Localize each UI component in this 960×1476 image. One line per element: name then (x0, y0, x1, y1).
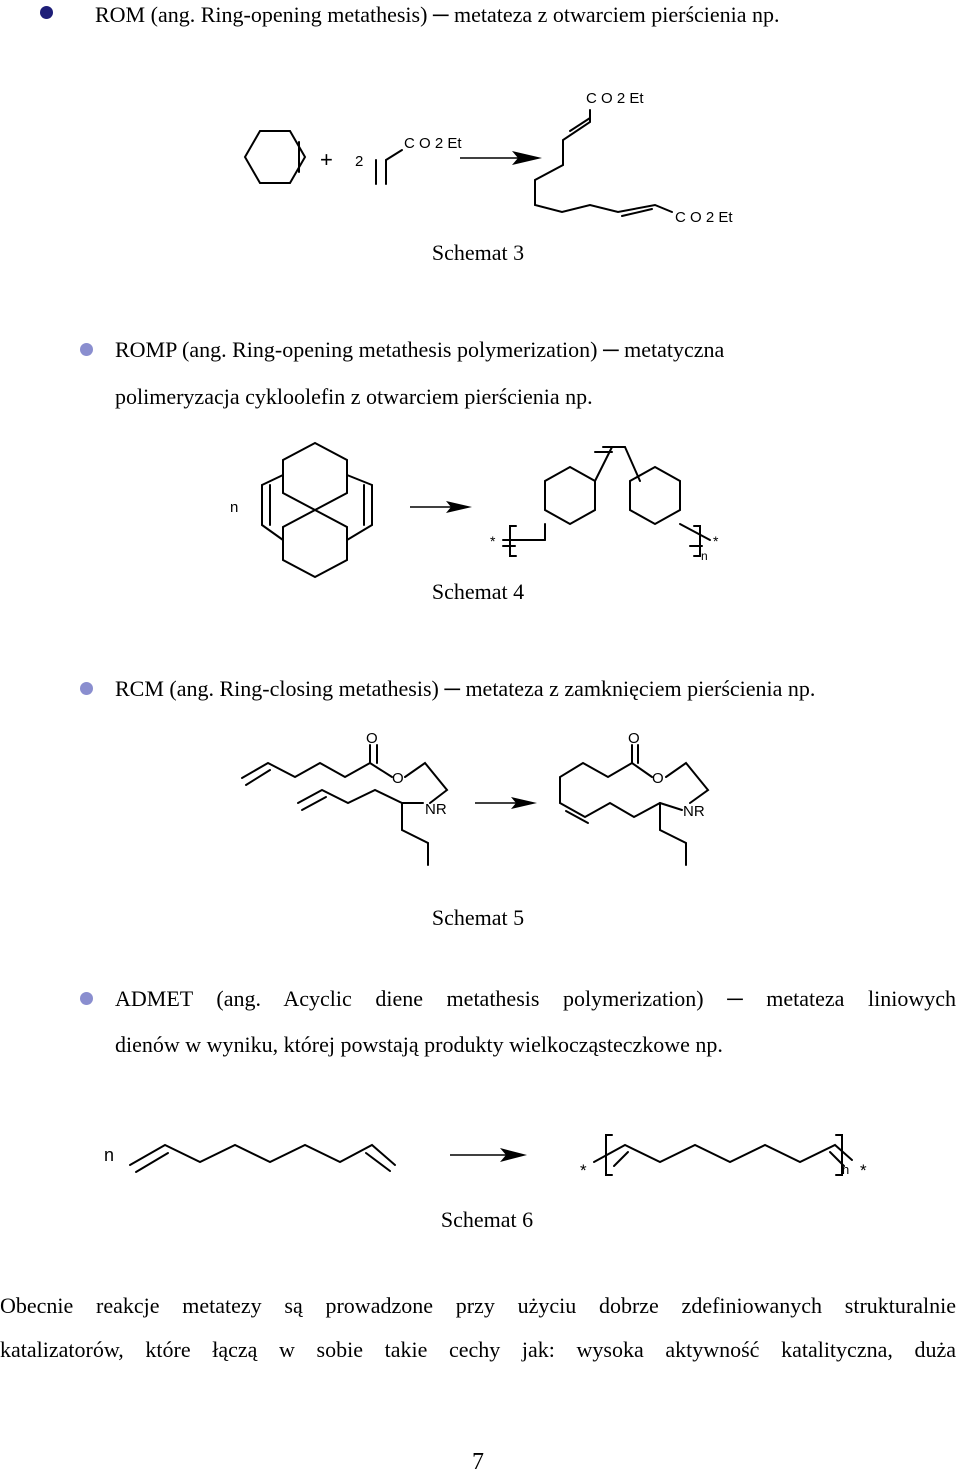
paragraph-line1: Obecnie reakcje metatezy są prowadzone przy użyciu dobrze zdefiniowanych strukturalnie (0, 1293, 956, 1318)
item-romp-line1: ROMP (ang. Ring-opening metathesis polymerization) ─ metatyczna (115, 337, 725, 362)
product-bottom-group-label: C O 2 Et (675, 209, 733, 226)
star-left: * (490, 533, 496, 549)
star-right: * (713, 533, 719, 549)
reagent-group-label: C O 2 Et (404, 135, 462, 152)
o-carbonyl-right: O (628, 730, 640, 747)
plus-sign: + (320, 147, 333, 172)
o-ester-left: O (392, 770, 404, 787)
scheme-4-caption: Schemat 4 (431, 579, 525, 604)
item-rom-text: ROM (ang. Ring-opening metathesis) ─ metateza z otwarciem pierścienia np. (95, 2, 780, 27)
n-coefficient: n (104, 1145, 115, 1165)
paragraph-line2: katalizatorów, które łączą w sobie takie cechy jak: wysoka aktywność katalityczna, duża (0, 1337, 956, 1362)
coefficient-2: 2 (355, 153, 364, 170)
star-left: * (580, 1161, 587, 1180)
nr-left: NR (425, 801, 447, 818)
n-subscript: n (842, 1162, 850, 1177)
n-subscript: n (701, 549, 708, 563)
item-rcm-text: RCM (ang. Ring-closing metathesis) ─ metateza z zamknięciem pierścienia np. (115, 676, 816, 701)
star-right: * (860, 1161, 867, 1180)
scheme-5-caption: Schemat 5 (431, 905, 525, 930)
o-ester-right: O (652, 770, 664, 787)
page-number: 7 (472, 1449, 484, 1475)
product-top-group-label: C O 2 Et (586, 90, 644, 107)
scheme-6-caption: Schemat 6 (440, 1207, 534, 1232)
n-coefficient: n (230, 499, 239, 516)
o-carbonyl-left: O (366, 730, 378, 747)
nr-right: NR (683, 803, 705, 820)
item-romp-line2: polimeryzacja cykloolefin z otwarciem pierścienia np. (115, 384, 593, 409)
scheme-3-caption: Schemat 3 (431, 240, 525, 265)
item-admet-line1: ADMET (ang. Acyclic diene metathesis polymerization) ─ metateza liniowych (115, 986, 956, 1011)
item-admet-line2: dienów w wyniku, której powstają produkty wielkocząsteczkowe np. (115, 1032, 723, 1057)
